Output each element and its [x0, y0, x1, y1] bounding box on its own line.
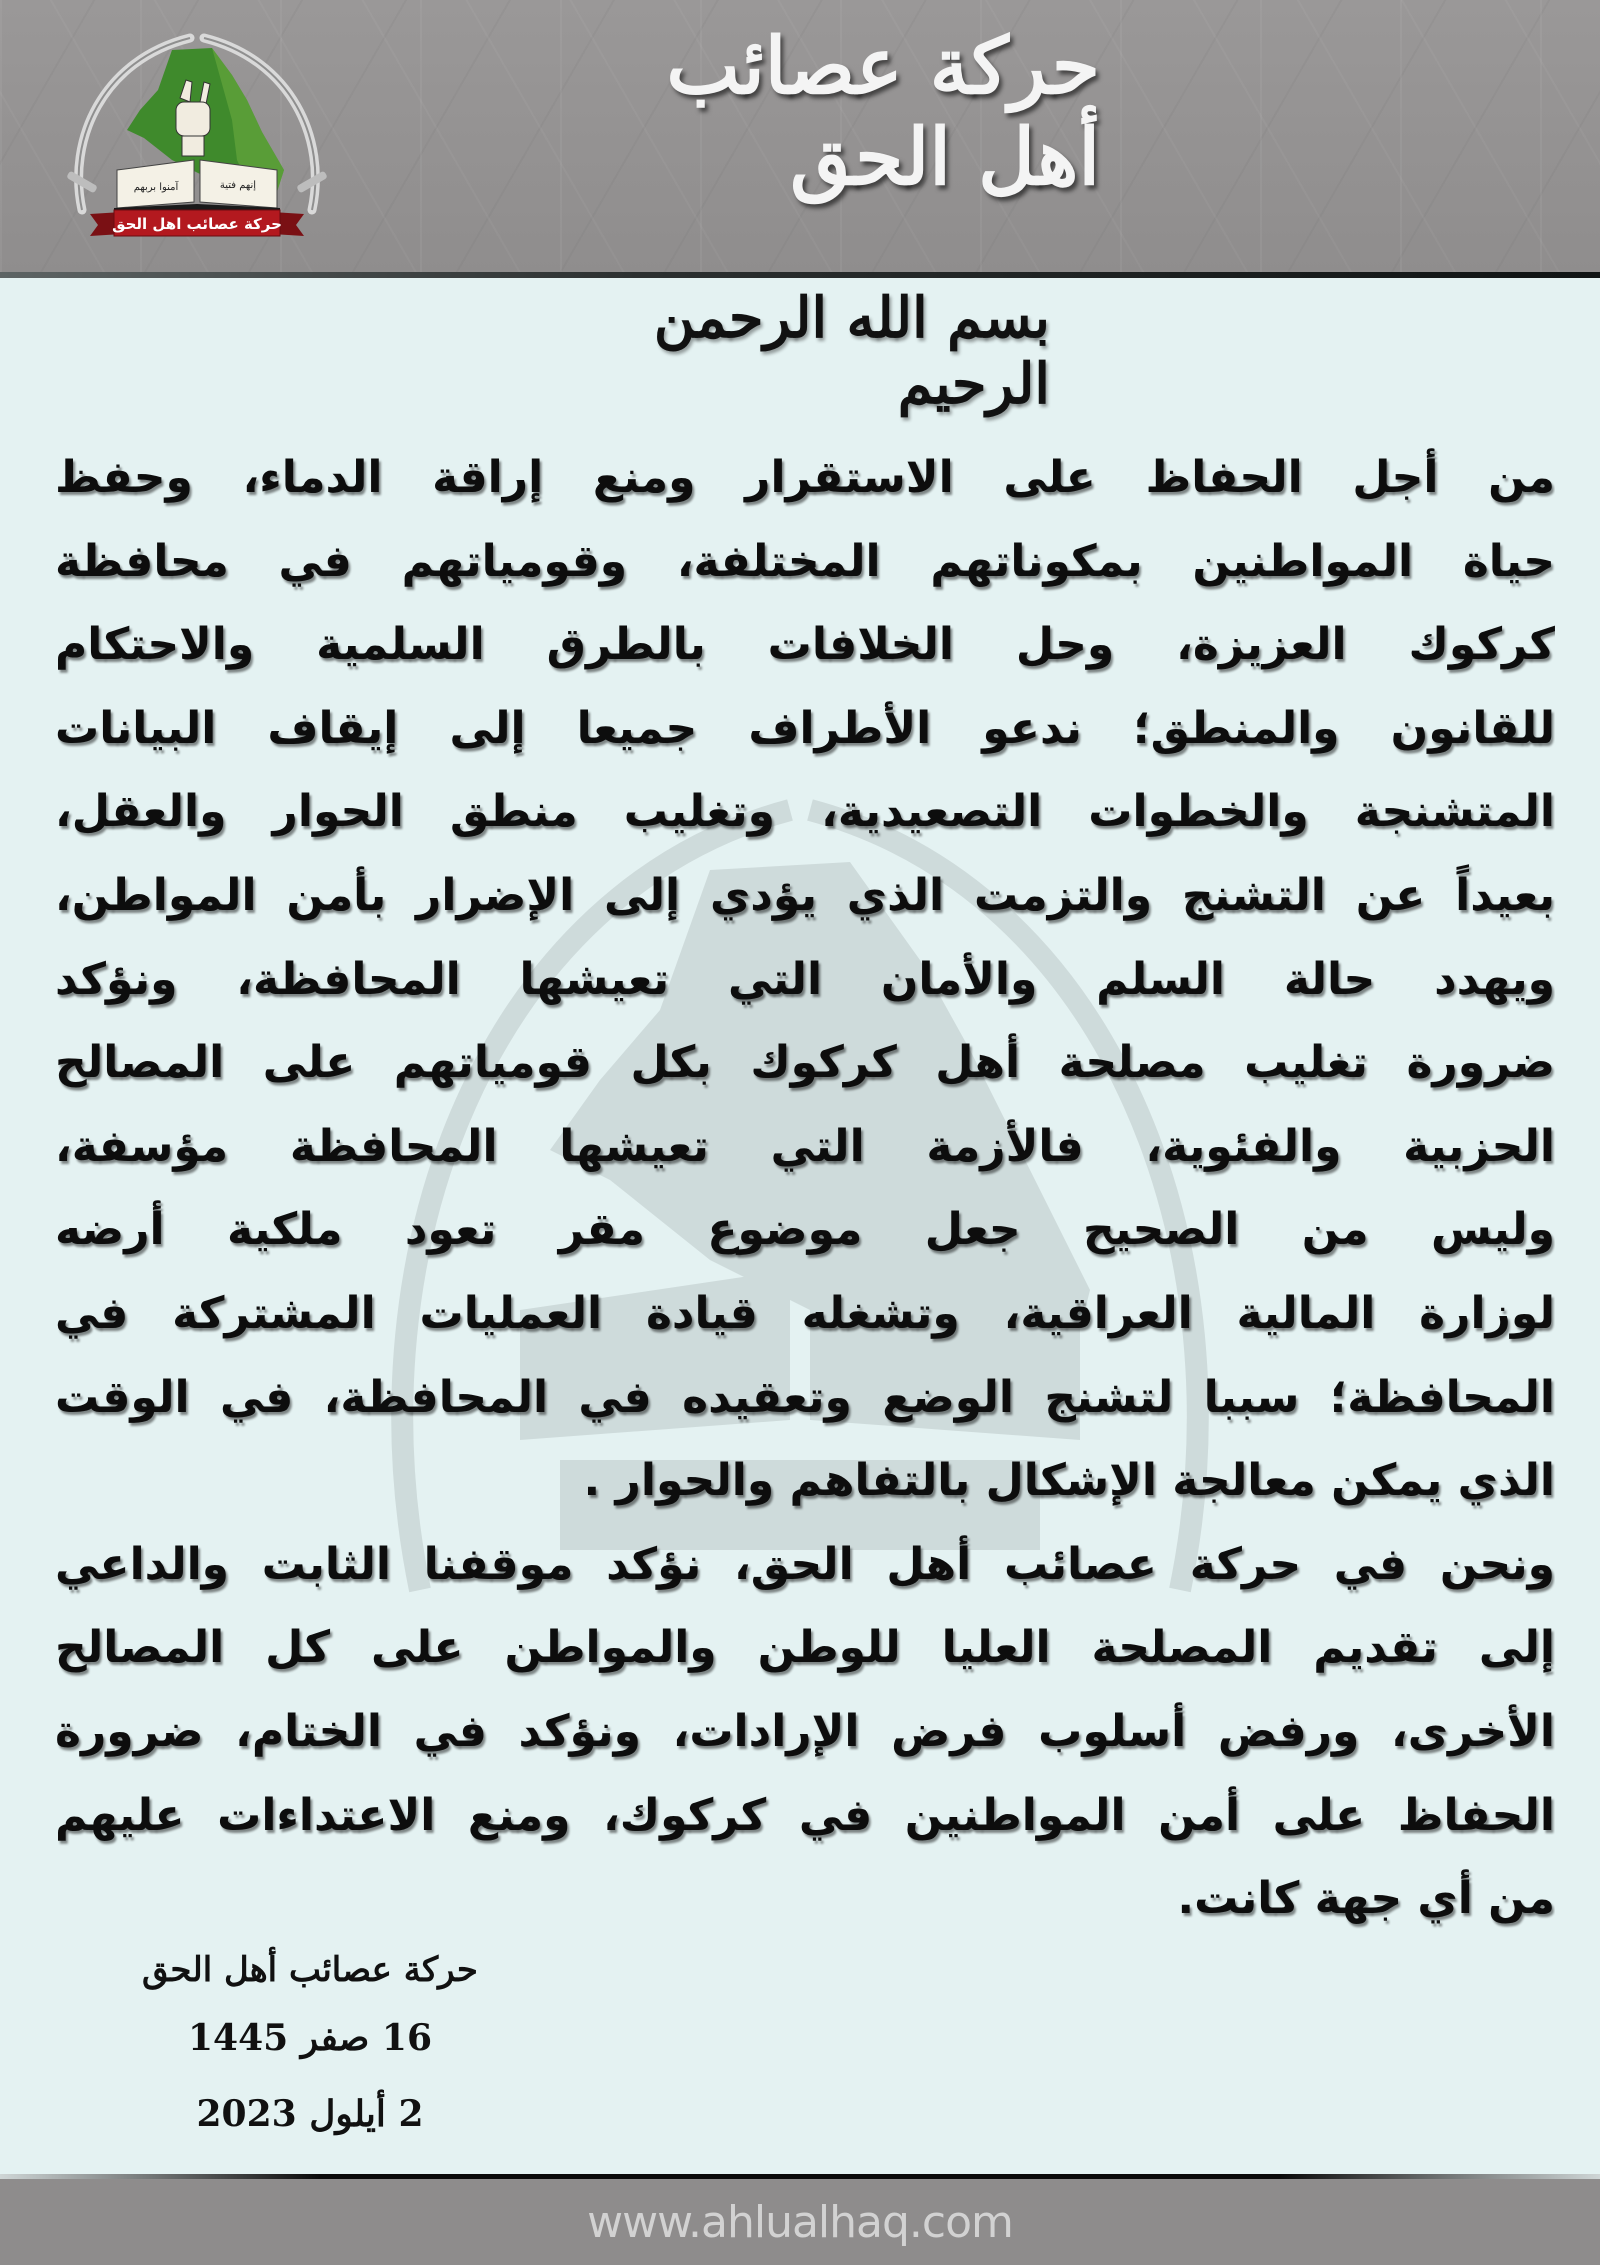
logo-banner — [90, 210, 304, 236]
statement-line: وليس من الصحيح جعل موضوع مقر تعود ملكية أرضه — [55, 1204, 1555, 1256]
statement-line: كركوك العزيزة، وحل الخلافات بالطرق السلمية والاحتكام — [55, 619, 1555, 671]
statement-line: الأخرى، ورفض أسلوب فرض الإرادات، ونؤكد في الختام، ضرورة — [55, 1705, 1555, 1757]
statement-line: بعيداً عن التشنج والتزمت الذي يؤدي إلى الإضرار بأمن المواطن، — [55, 869, 1555, 921]
header-banner — [0, 0, 1600, 274]
statement-line: لوزارة المالية العراقية، وتشغله قيادة العمليات المشتركة في — [55, 1287, 1555, 1339]
logo-banner-text: حركة عصائب اهل الحق — [112, 215, 282, 233]
website-link[interactable]: www.ahlualhaq.com — [587, 2196, 1013, 2248]
statement-line: من أي جهة كانت. — [1177, 1873, 1555, 1925]
gregorian-date: 2 أيلول 2023 — [196, 2093, 424, 2135]
hijri-date: 16 صفر 1445 — [187, 2017, 433, 2059]
statement-line: المحافظة؛ سببا لتشنج الوضع وتعقيده في المحافظة، في الوقت — [55, 1371, 1555, 1423]
statement-line: للقانون والمنطق؛ ندعو الأطراف جميعا إلى إيقاف البيانات — [55, 702, 1555, 754]
signature-organization: حركة عصائب أهل الحق — [142, 1950, 478, 1990]
organization-logo — [62, 20, 332, 240]
statement-line: الحزبية والفئوية، فالأزمة التي تعيشها المحافظة مؤسفة، — [55, 1120, 1555, 1172]
statement-line: ويهدد حالة السلم والأمان التي تعيشها المحافظة، ونؤكد — [55, 953, 1555, 1005]
book-left-text: آمنوا بربهم — [133, 182, 179, 193]
statement-line: حياة المواطنين بمكوناتهم المختلفة، وقومياتهم في محافظة — [55, 535, 1555, 587]
basmala-calligraphy: بسم الله الرحمن الرحيم — [653, 285, 1050, 417]
book-right-text: إنهم فتية — [219, 180, 257, 191]
statement-line: ونحن في حركة عصائب أهل الحق، نؤكد موقفنا الثابت والداعي — [55, 1538, 1555, 1590]
statement-body — [55, 436, 1555, 1941]
statement-line: المتشنجة والخطوات التصعيدية، وتغليب منطق الحوار والعقل، — [55, 786, 1555, 838]
footer-bar — [0, 2179, 1600, 2265]
header-divider — [0, 272, 1600, 278]
statement-line: إلى تقديم المصلحة العليا للوطن والمواطن على كل المصالح — [55, 1622, 1555, 1674]
statement-line: الحفاظ على أمن المواطنين في كركوك، ومنع الاعتداءات عليهم — [55, 1789, 1555, 1841]
statement-line: الذي يمكن معالجة الإشكال بالتفاهم والحوار . — [583, 1455, 1555, 1507]
organization-title: حركة عصائب أهل الحق — [666, 21, 1100, 203]
statement-line: ضرورة تغليب مصلحة أهل كركوك بكل قومياتهم على المصالح — [55, 1037, 1555, 1089]
statement-line: من أجل الحفاظ على الاستقرار ومنع إراقة الدماء، وحفظ — [55, 452, 1555, 503]
signature-block — [90, 1940, 530, 2152]
